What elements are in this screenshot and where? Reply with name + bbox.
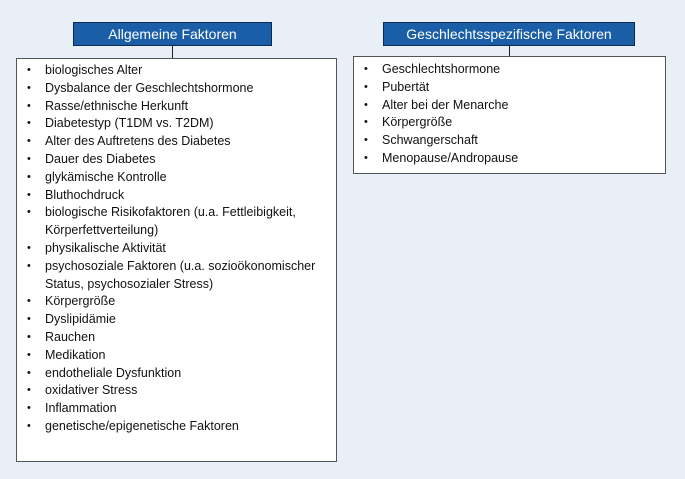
list-item-text: physikalische Aktivität: [45, 240, 166, 255]
list-item-text: Körpergröße: [45, 294, 116, 309]
list-item: [17, 115, 336, 133]
bullet-icon: •: [27, 384, 31, 397]
bullet-icon: •: [27, 330, 31, 343]
list-item: [17, 151, 336, 169]
list-item-text: endotheliale Dysfunktion: [45, 365, 182, 380]
list-item-text: Inflammation: [45, 401, 117, 416]
bullet-icon: •: [27, 366, 31, 379]
bullet-icon: •: [27, 170, 31, 183]
list-item-text: Diabetestyp (T1DM vs. T2DM): [45, 116, 214, 131]
list-item: [354, 97, 665, 115]
list-item-text: Dysbalance der Geschlechtshormone: [45, 80, 254, 95]
list-item-text: biologische Risikofaktoren (u.a. Fettleibigkeit, Körperfettverteilung): [45, 205, 296, 238]
list-item-text: Dauer des Diabetes: [45, 151, 156, 166]
bullet-icon: •: [27, 188, 31, 201]
bullet-icon: •: [27, 241, 31, 254]
bullet-icon: •: [27, 117, 31, 130]
list-item-text: glykämische Kontrolle: [45, 169, 167, 184]
list-item: [17, 62, 336, 80]
bullet-icon: •: [27, 313, 31, 326]
list-item-text: Dyslipidämie: [45, 312, 116, 327]
header-geschlechtsspezifische-faktoren: Geschlechtsspezifische Faktoren: [383, 22, 635, 46]
list-item-text: Rauchen: [45, 329, 96, 344]
list-item: [17, 311, 336, 329]
bullet-icon: •: [27, 206, 31, 219]
list-item-text: Schwangerschaft: [382, 133, 478, 148]
list-item: [354, 150, 665, 168]
list-item: [354, 114, 665, 132]
list-item-text: genetische/epigenetische Faktoren: [45, 418, 239, 433]
list-item: [17, 400, 336, 418]
bullet-icon: •: [364, 98, 368, 111]
list-item-text: Alter bei der Menarche: [382, 97, 509, 112]
list-item: [17, 418, 336, 436]
list-item-text: Bluthochdruck: [45, 187, 125, 202]
list-item-text: Rasse/ethnische Herkunft: [45, 98, 189, 113]
list-item: [17, 382, 336, 400]
list-item-text: oxidativer Stress: [45, 383, 138, 398]
box-allgemeine-faktoren: [16, 58, 337, 462]
list-item: [17, 169, 336, 187]
list-item: [17, 365, 336, 383]
connector-left: [172, 45, 173, 59]
list-item-text: Alter des Auftretens des Diabetes: [45, 134, 231, 149]
list-item: [17, 329, 336, 347]
bullet-icon: •: [27, 99, 31, 112]
bullet-icon: •: [27, 295, 31, 308]
bullet-icon: •: [364, 80, 368, 93]
bullet-icon: •: [364, 116, 368, 129]
list-item-text: Medikation: [45, 347, 106, 362]
list-item: [17, 347, 336, 365]
list-item-text: Geschlechtshormone: [382, 62, 501, 76]
bullet-icon: •: [27, 64, 31, 76]
list-item: [17, 240, 336, 258]
list-item: [17, 133, 336, 151]
list-item-text: Menopause/Andropause: [382, 150, 519, 165]
list-item-text: psychosoziale Faktoren (u.a. sozioökonomischer Status, psychosozialer Stress): [45, 258, 316, 291]
bullet-icon: •: [27, 419, 31, 432]
bullet-icon: •: [364, 63, 368, 75]
list-item: [17, 258, 336, 294]
list-item: [17, 293, 336, 311]
bullet-icon: •: [27, 348, 31, 361]
list-item: [354, 79, 665, 97]
list-item: [17, 187, 336, 205]
list-item: [17, 204, 336, 240]
bullet-icon: •: [364, 151, 368, 164]
list-allgemeine-faktoren: [17, 59, 336, 436]
list-item: [354, 61, 665, 79]
list-item: [17, 98, 336, 116]
list-item: [17, 80, 336, 98]
box-geschlechtsspezifische-faktoren: [353, 56, 666, 174]
list-item-text: biologisches Alter: [45, 63, 143, 77]
list-item-text: Körpergröße: [382, 115, 453, 130]
header-allgemeine-faktoren: Allgemeine Faktoren: [73, 22, 272, 46]
bullet-icon: •: [27, 402, 31, 415]
bullet-icon: •: [364, 134, 368, 147]
bullet-icon: •: [27, 135, 31, 148]
bullet-icon: •: [27, 259, 31, 272]
list-geschlechtsspezifische-faktoren: [354, 57, 665, 168]
bullet-icon: •: [27, 152, 31, 165]
bullet-icon: •: [27, 81, 31, 94]
list-item-text: Pubertät: [382, 79, 430, 94]
list-item: [354, 132, 665, 150]
